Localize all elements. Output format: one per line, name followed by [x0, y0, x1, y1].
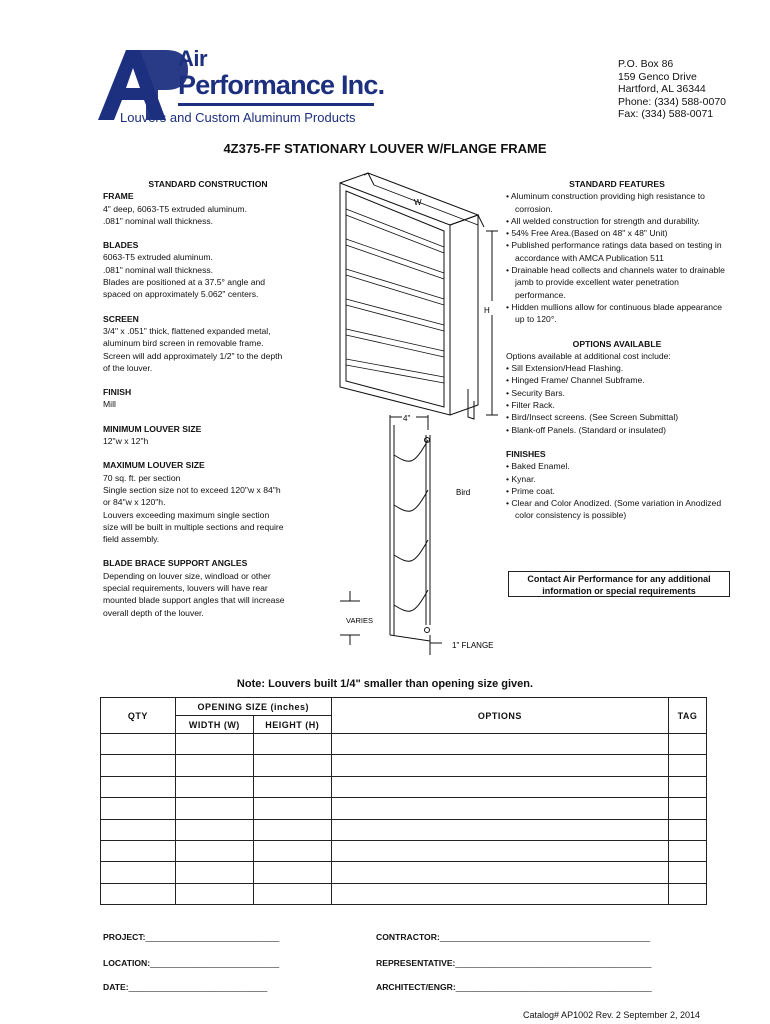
- contact-line: information or special requirements: [542, 586, 696, 596]
- table-row: [101, 755, 707, 776]
- finish-item: • Clear and Color Anodized. (Some variation in Anodized color consistency is possible): [506, 498, 722, 521]
- blades-heading: BLADES: [103, 240, 139, 251]
- bird-label: Bird: [456, 488, 471, 497]
- qty-cell[interactable]: [101, 883, 176, 904]
- max-size-line: 70 sq. ft. per section: [103, 472, 181, 483]
- date-label: DATE:: [103, 982, 129, 992]
- contractor-line: ____________________________________________: [439, 932, 651, 942]
- tag-cell[interactable]: [669, 819, 707, 840]
- features-column: [506, 178, 728, 522]
- width-cell[interactable]: [175, 755, 253, 776]
- feature-item: • Hidden mullions allow for continuous blade appearance up to 120°.: [506, 301, 723, 325]
- logo-underline: [178, 103, 374, 106]
- brace-line: Depending on louver size, windload or other: [103, 570, 271, 581]
- width-label: W: [414, 198, 422, 207]
- location-field[interactable]: [103, 958, 279, 968]
- options-cell[interactable]: [331, 755, 668, 776]
- height-label: H: [484, 306, 490, 315]
- height-header: HEIGHT (H): [253, 716, 331, 734]
- tag-header: TAG: [669, 698, 707, 734]
- options-cell[interactable]: [331, 776, 668, 797]
- max-size-line: field assembly.: [103, 534, 160, 545]
- height-cell[interactable]: [253, 755, 331, 776]
- brace-line: special requirements, louvers will have rear: [103, 583, 268, 594]
- width-cell[interactable]: [175, 819, 253, 840]
- width-cell[interactable]: [175, 862, 253, 883]
- table-row: [101, 862, 707, 883]
- document-title: 4Z375-FF STATIONARY LOUVER W/FLANGE FRAME: [223, 141, 547, 156]
- max-size-line: or 84"w x 120"h.: [103, 497, 166, 508]
- options-header: OPTIONS: [331, 698, 668, 734]
- height-cell[interactable]: [253, 862, 331, 883]
- tag-cell[interactable]: [669, 840, 707, 861]
- qty-cell[interactable]: [101, 798, 176, 819]
- representative-label: REPRESENTATIVE:: [376, 958, 456, 968]
- finish-heading: FINISH: [103, 387, 132, 398]
- width-cell[interactable]: [175, 840, 253, 861]
- features-heading: STANDARD FEATURES: [569, 179, 665, 189]
- max-size-heading: MAXIMUM LOUVER SIZE: [103, 460, 205, 471]
- louver-drawing: [330, 165, 505, 665]
- blades-line: Blades are positioned at a 37.5° angle and: [103, 277, 266, 288]
- feature-item: • Aluminum construction providing high resistance to corrosion.: [506, 191, 705, 214]
- options-cell[interactable]: [331, 883, 668, 904]
- qty-cell[interactable]: [101, 776, 176, 797]
- city: Hartford, AL 36344: [618, 83, 706, 96]
- width-header: WIDTH (W): [175, 716, 253, 734]
- company-name-line2: Performance Inc.: [178, 70, 385, 100]
- options-cell[interactable]: [331, 734, 668, 755]
- project-field[interactable]: [103, 932, 279, 942]
- street: 159 Genco Drive: [618, 70, 697, 83]
- screen-heading: SCREEN: [103, 313, 139, 324]
- table-row: [101, 798, 707, 819]
- option-item: • Security Bars.: [506, 387, 565, 398]
- options-cell[interactable]: [331, 798, 668, 819]
- section-heading: STANDARD CONSTRUCTION: [148, 179, 268, 189]
- option-item: • Blank-off Panels. (Standard or insulated): [506, 424, 667, 435]
- brace-line: mounted blade support angles that will increase: [103, 595, 285, 606]
- architect-field[interactable]: [376, 982, 652, 992]
- min-size-heading: MINIMUM LOUVER SIZE: [103, 423, 202, 434]
- option-item: • Hinged Frame/ Channel Subframe.: [506, 375, 645, 386]
- po-box: P.O. Box 86: [618, 58, 674, 70]
- options-heading: OPTIONS AVAILABLE: [572, 338, 662, 349]
- representative-line: _________________________________________: [455, 958, 652, 968]
- depth-label: 4": [403, 414, 411, 423]
- screen-line: of the louver.: [103, 362, 153, 373]
- blades-line: .081" nominal wall thickness.: [103, 264, 214, 275]
- varies-label: VARIES: [346, 616, 373, 625]
- contact-line: Contact Air Performance for any additional: [527, 574, 711, 584]
- architect-line: _________________________________________: [455, 982, 652, 992]
- options-cell[interactable]: [331, 840, 668, 861]
- architect-label: ARCHITECT/ENGR:: [376, 982, 456, 992]
- qty-header: QTY: [101, 698, 176, 734]
- width-cell[interactable]: [175, 883, 253, 904]
- catalog-number: Catalog# AP1002 Rev. 2 September 2, 2014: [523, 1010, 700, 1020]
- contractor-field[interactable]: [376, 932, 650, 942]
- tag-cell[interactable]: [669, 776, 707, 797]
- project-line: ____________________________: [145, 932, 280, 942]
- frame-line: 4" deep, 6063-T5 extruded aluminum.: [103, 203, 247, 214]
- width-cell[interactable]: [175, 776, 253, 797]
- tag-cell[interactable]: [669, 755, 707, 776]
- screen-line: aluminum bird screen in removable frame.: [103, 338, 264, 349]
- order-table: [100, 697, 707, 905]
- location-label: LOCATION:: [103, 958, 151, 968]
- blades-line: 6063-T5 extruded aluminum.: [103, 252, 213, 263]
- frame-heading: FRAME: [103, 191, 134, 202]
- table-row: [101, 776, 707, 797]
- qty-cell[interactable]: [101, 840, 176, 861]
- feature-item: • Drainable head collects and channels water to drainable jamb to provide excellent water penetration performance.: [506, 265, 725, 300]
- tag-cell[interactable]: [669, 798, 707, 819]
- width-cell[interactable]: [175, 734, 253, 755]
- feature-item: • All welded construction for strength and durability.: [506, 215, 700, 226]
- tag-cell[interactable]: [669, 862, 707, 883]
- project-label: PROJECT:: [103, 932, 146, 942]
- tag-cell[interactable]: [669, 883, 707, 904]
- opening-size-header: OPENING SIZE (inches): [175, 698, 331, 716]
- height-cell[interactable]: [253, 819, 331, 840]
- contact-box: [508, 571, 730, 597]
- standard-construction: [103, 178, 313, 619]
- max-size-line: Louvers exceeding maximum single section: [103, 509, 270, 520]
- max-size-line: size will be built in multiple sections and require: [103, 521, 284, 532]
- tag-cell[interactable]: [669, 734, 707, 755]
- finishes-heading: FINISHES: [506, 448, 546, 459]
- option-item: • Sill Extension/Head Flashing.: [506, 363, 624, 374]
- width-cell[interactable]: [175, 798, 253, 819]
- date-line: _____________________________: [128, 982, 268, 992]
- feature-item: • Published performance ratings data based on testing in accordance with AMCA Publication 511: [506, 240, 722, 263]
- contractor-label: CONTRACTOR:: [376, 932, 440, 942]
- table-row: [101, 883, 707, 904]
- max-size-line: Single section size not to exceed 120"w x 84"h: [103, 484, 281, 495]
- qty-cell[interactable]: [101, 862, 176, 883]
- representative-field[interactable]: [376, 958, 651, 968]
- qty-cell[interactable]: [101, 734, 176, 755]
- height-cell[interactable]: [253, 883, 331, 904]
- height-cell[interactable]: [253, 798, 331, 819]
- blades-line: spaced on approximately 5.062" centers.: [103, 289, 259, 300]
- screen-line: 3/4" x .051" thick, flattened expanded metal,: [103, 325, 271, 336]
- brace-line: overall depth of the louver.: [103, 607, 204, 618]
- option-item: • Filter Rack.: [506, 400, 555, 411]
- louver-frame-outline: [340, 183, 450, 415]
- screen-line: Screen will add approximately 1/2" to the depth: [103, 350, 283, 361]
- min-size-line: 12"w x 12"h: [103, 436, 149, 447]
- frame-line: .081" nominal wall thickness.: [103, 215, 214, 226]
- company-address: [618, 58, 726, 121]
- flange-label: 1" FLANGE: [452, 641, 494, 650]
- brace-heading: BLADE BRACE SUPPORT ANGLES: [103, 558, 248, 569]
- option-item: • Bird/Insect screens. (See Screen Submittal): [506, 412, 679, 423]
- finish-item: • Prime coat.: [506, 485, 555, 496]
- table-row: [101, 819, 707, 840]
- options-intro: Options available at additional cost include:: [506, 350, 671, 361]
- finish-line: Mill: [103, 399, 116, 410]
- height-cell[interactable]: [253, 776, 331, 797]
- height-cell[interactable]: [253, 734, 331, 755]
- table-row: [101, 734, 707, 755]
- phone: Phone: (334) 588-0070: [618, 95, 726, 108]
- table-row: [101, 840, 707, 861]
- finish-item: • Baked Enamel.: [506, 461, 570, 472]
- location-line: ___________________________: [150, 958, 280, 968]
- options-cell[interactable]: [331, 862, 668, 883]
- company-tagline: Louvers and Custom Aluminum Products: [120, 110, 356, 125]
- height-cell[interactable]: [253, 840, 331, 861]
- qty-cell[interactable]: [101, 755, 176, 776]
- qty-cell[interactable]: [101, 819, 176, 840]
- finish-item: • Kynar.: [506, 473, 536, 484]
- options-cell[interactable]: [331, 819, 668, 840]
- feature-item: • 54% Free Area.(Based on 48" x 48" Unit): [506, 228, 668, 239]
- size-note: Note: Louvers built 1/4" smaller than opening size given.: [236, 678, 534, 690]
- fax: Fax: (334) 588-0071: [618, 108, 714, 121]
- company-name-line1: Air: [178, 46, 208, 71]
- date-field[interactable]: [103, 982, 267, 992]
